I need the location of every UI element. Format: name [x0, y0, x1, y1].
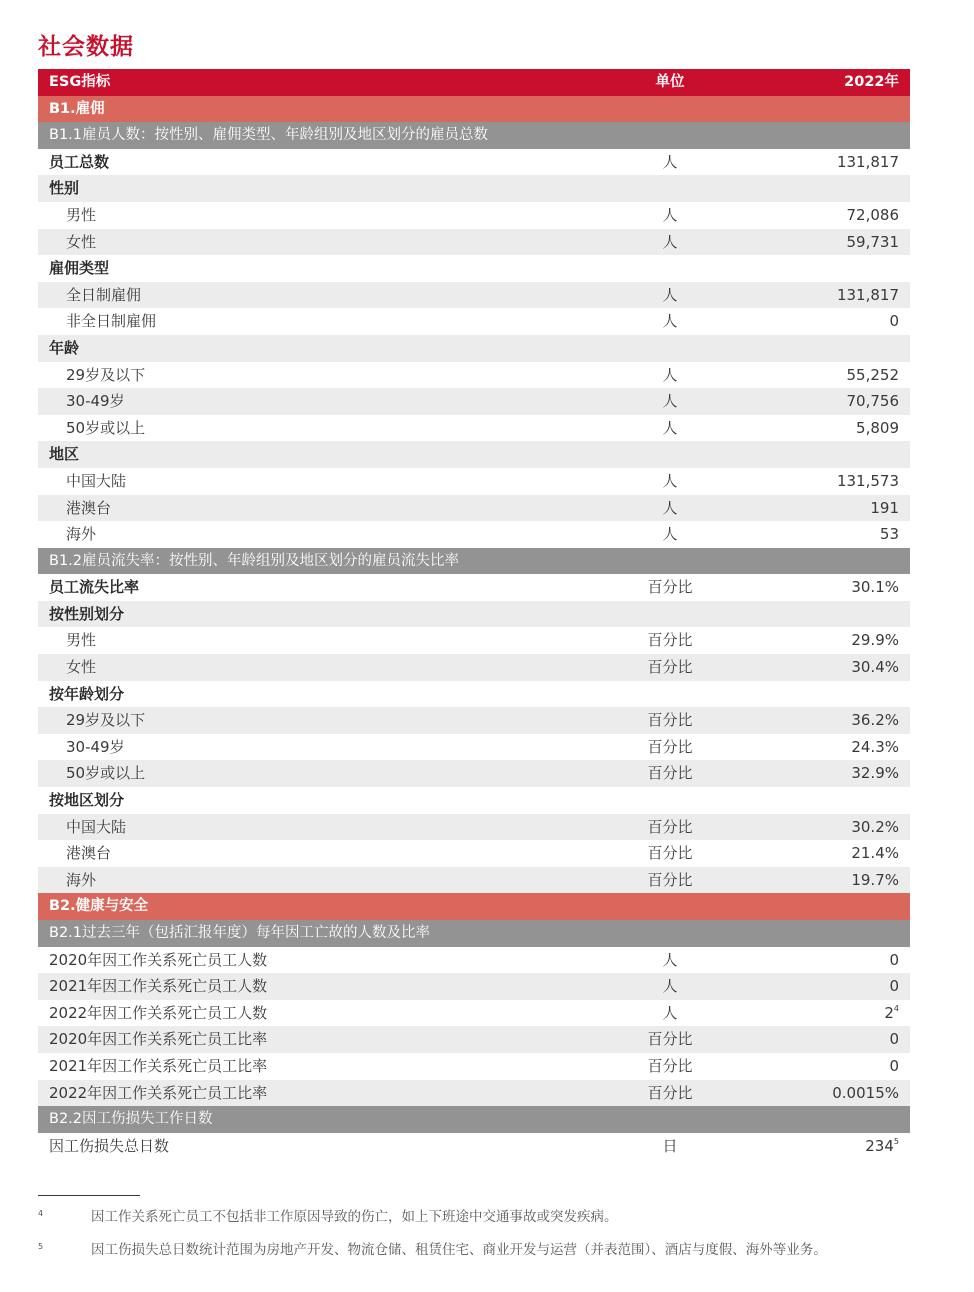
table-row	[38, 1080, 910, 1107]
table-row	[38, 388, 910, 415]
row-value	[870, 495, 899, 522]
row-value	[889, 947, 899, 974]
footnote-text: 因工伤损失总日数统计范围为房地产开发、物流仓储、租赁住宅、商业开发与运营（并表范围）、酒店与度假、海外等业务。	[91, 1242, 827, 1258]
footnote-number: 5	[38, 1242, 44, 1251]
table-row	[38, 627, 910, 654]
esg-social-data-table	[38, 69, 910, 1159]
row-value-text: 131,573	[836, 471, 899, 490]
row-label: B2.1过去三年（包括汇报年度）每年因工亡故的人数及比率	[49, 925, 431, 941]
row-value	[889, 973, 899, 1000]
row-value-text: 55,252	[846, 365, 899, 384]
table-row	[38, 654, 910, 681]
row-value	[851, 840, 899, 867]
table-row	[38, 255, 910, 282]
header-indicator: ESG指标	[49, 74, 111, 90]
row-label: 50岁或以上	[66, 764, 146, 783]
row-unit-text: 人	[662, 285, 678, 304]
table-row	[38, 149, 910, 176]
table-row	[38, 415, 910, 442]
row-label: 非全日制雇佣	[66, 312, 157, 331]
row-unit-text: 人	[662, 418, 678, 437]
footnote-4	[38, 1207, 910, 1228]
row-label: 地区	[49, 445, 80, 464]
row-unit-text: 人	[662, 950, 678, 969]
row-label: 按地区划分	[49, 791, 125, 810]
row-value	[851, 574, 899, 601]
row-unit-text: 百分比	[647, 844, 693, 863]
row-unit-text: 人	[662, 471, 678, 490]
table-body	[38, 96, 910, 1160]
row-value-text: 5,809	[856, 418, 899, 437]
row-value-text: 36.2%	[851, 711, 899, 730]
row-value	[837, 468, 899, 495]
row-value-text: 24.3%	[851, 737, 899, 756]
row-unit-text: 人	[662, 525, 678, 544]
footnote-text: 因工作关系死亡员工不包括非工作原因导致的伤亡，如上下班途中交通事故或突发疾病。	[91, 1209, 618, 1225]
row-value	[884, 1000, 899, 1027]
table-row	[38, 734, 910, 761]
row-label: 2021年因工作关系死亡员工人数	[49, 977, 268, 996]
table-row	[38, 175, 910, 202]
row-label: 性别	[49, 179, 80, 198]
footnote-5	[38, 1240, 910, 1261]
row-unit-text: 人	[662, 1003, 678, 1022]
page-title: 社会数据	[38, 34, 134, 60]
subsection-row	[38, 920, 910, 947]
row-label: 50岁或以上	[66, 418, 146, 437]
header-year: 2022年	[844, 74, 899, 90]
row-unit-text: 百分比	[647, 578, 693, 597]
row-value	[889, 1026, 899, 1053]
row-label: 年龄	[49, 338, 80, 357]
row-label: 港澳台	[66, 844, 112, 863]
table-row	[38, 1000, 910, 1027]
row-value	[832, 1080, 899, 1107]
row-value	[837, 282, 899, 309]
row-label: 中国大陆	[66, 471, 127, 490]
row-unit-text: 日	[662, 1136, 678, 1155]
table-row	[38, 1133, 910, 1160]
row-value	[851, 814, 899, 841]
row-unit-text: 百分比	[647, 711, 693, 730]
row-unit-text: 人	[662, 205, 678, 224]
row-value	[889, 308, 899, 335]
row-value-text: 59,731	[846, 232, 899, 251]
row-unit-text: 百分比	[647, 817, 693, 836]
row-value	[847, 388, 900, 415]
footnote-divider	[38, 1195, 140, 1196]
row-label: 员工总数	[49, 152, 110, 171]
row-value-text: 0	[889, 1056, 899, 1075]
row-value	[847, 362, 900, 389]
row-unit-text: 人	[662, 977, 678, 996]
footnote-ref: 4	[893, 1003, 899, 1013]
row-label: 男性	[66, 631, 97, 650]
subsection-row	[38, 1106, 910, 1133]
row-value-text: 0	[889, 950, 899, 969]
row-value-text: 30.1%	[851, 578, 899, 597]
subsection-row	[38, 548, 910, 575]
row-label: 30-49岁	[66, 392, 125, 411]
table-row	[38, 308, 910, 335]
row-value	[851, 867, 899, 894]
table-row	[38, 468, 910, 495]
row-value-text: 30.4%	[851, 658, 899, 677]
row-value	[847, 229, 900, 256]
table-row	[38, 441, 910, 468]
row-label: 29岁及以下	[66, 711, 146, 730]
row-label: 29岁及以下	[66, 365, 146, 384]
row-value-text: 234	[865, 1136, 894, 1155]
row-value	[851, 734, 899, 761]
row-label: 按年龄划分	[49, 684, 125, 703]
table-row	[38, 282, 910, 309]
row-value-text: 30.2%	[851, 817, 899, 836]
row-value	[851, 760, 899, 787]
table-row	[38, 1026, 910, 1053]
row-unit-text: 人	[662, 365, 678, 384]
row-value	[880, 521, 899, 548]
row-label: 2020年因工作关系死亡员工比率	[49, 1030, 268, 1049]
row-value	[851, 707, 899, 734]
row-unit-text: 百分比	[647, 631, 693, 650]
row-label: B1.1雇员人数：按性别、雇佣类型、年龄组别及地区划分的雇员总数	[49, 127, 489, 144]
row-value-text: 0.0015%	[832, 1083, 899, 1102]
table-row	[38, 814, 910, 841]
row-label: 因工伤损失总日数	[49, 1136, 170, 1155]
row-unit-text: 人	[662, 498, 678, 517]
row-value-text: 53	[879, 525, 899, 544]
row-label: 女性	[66, 232, 97, 251]
row-label: 海外	[66, 870, 97, 889]
row-label: 30-49岁	[66, 737, 125, 756]
row-label: 按性别划分	[49, 604, 125, 623]
row-label: 女性	[66, 658, 97, 677]
row-unit-text: 百分比	[647, 737, 693, 756]
subsection-row	[38, 122, 910, 149]
table-row	[38, 202, 910, 229]
table-row	[38, 840, 910, 867]
table-row	[38, 229, 910, 256]
row-unit-text: 人	[662, 232, 678, 251]
table-row	[38, 335, 910, 362]
row-unit-text: 人	[662, 152, 678, 171]
table-row	[38, 867, 910, 894]
row-unit-text: 百分比	[647, 1030, 693, 1049]
row-unit-text: 人	[662, 392, 678, 411]
row-label: 全日制雇佣	[66, 285, 142, 304]
row-value-text: 0	[889, 312, 899, 331]
row-value-text: 70,756	[846, 392, 899, 411]
row-value-text: 2	[884, 1003, 894, 1022]
row-label: B1.2雇员流失率：按性别、年龄组别及地区划分的雇员流失比率	[49, 552, 460, 569]
row-unit-text: 百分比	[647, 870, 693, 889]
row-label: 中国大陆	[66, 817, 127, 836]
row-value-text: 19.7%	[851, 870, 899, 889]
table-row	[38, 973, 910, 1000]
row-label: 2022年因工作关系死亡员工人数	[49, 1003, 268, 1022]
row-value-text: 29.9%	[851, 631, 899, 650]
row-label: 男性	[66, 205, 97, 224]
section-row	[38, 96, 910, 123]
row-value	[837, 149, 899, 176]
table-row	[38, 707, 910, 734]
row-value	[851, 627, 899, 654]
row-value	[865, 1133, 899, 1160]
footnote-ref: 5	[893, 1136, 899, 1146]
row-value	[889, 1053, 899, 1080]
row-label: 员工流失比率	[49, 578, 140, 597]
row-unit-text: 百分比	[647, 1056, 693, 1075]
table-row	[38, 681, 910, 708]
row-label: 雇佣类型	[49, 259, 110, 278]
table-header: ESG指标 单位 2022年	[38, 69, 910, 96]
row-label: B2.健康与安全	[49, 898, 149, 915]
table-row	[38, 521, 910, 548]
table-row	[38, 362, 910, 389]
row-value	[856, 415, 899, 442]
row-label: 海外	[66, 525, 97, 544]
row-value-text: 0	[889, 977, 899, 996]
row-label: 港澳台	[66, 498, 112, 517]
row-unit-text: 百分比	[647, 1083, 693, 1102]
table-row	[38, 601, 910, 628]
row-value-text: 131,817	[836, 285, 899, 304]
row-value-text: 131,817	[836, 152, 899, 171]
row-label: 2020年因工作关系死亡员工人数	[49, 950, 268, 969]
table-row	[38, 1053, 910, 1080]
row-label: B2.2因工伤损失工作日数	[49, 1111, 213, 1128]
table-row	[38, 495, 910, 522]
row-unit-text: 百分比	[647, 764, 693, 783]
table-row	[38, 947, 910, 974]
row-unit-text: 人	[662, 312, 678, 331]
row-value-text: 21.4%	[851, 844, 899, 863]
row-label: B1.雇佣	[49, 100, 105, 117]
row-value-text: 32.9%	[851, 764, 899, 783]
section-row	[38, 893, 910, 920]
row-value-text: 0	[889, 1030, 899, 1049]
table-row	[38, 787, 910, 814]
row-label: 2021年因工作关系死亡员工比率	[49, 1056, 268, 1075]
row-label: 2022年因工作关系死亡员工比率	[49, 1083, 268, 1102]
footnote-number: 4	[38, 1209, 44, 1218]
row-value	[847, 202, 900, 229]
row-value-text: 191	[870, 498, 899, 517]
table-row	[38, 574, 910, 601]
row-value	[851, 654, 899, 681]
row-unit-text: 百分比	[647, 658, 693, 677]
row-value-text: 72,086	[846, 205, 899, 224]
table-row	[38, 760, 910, 787]
